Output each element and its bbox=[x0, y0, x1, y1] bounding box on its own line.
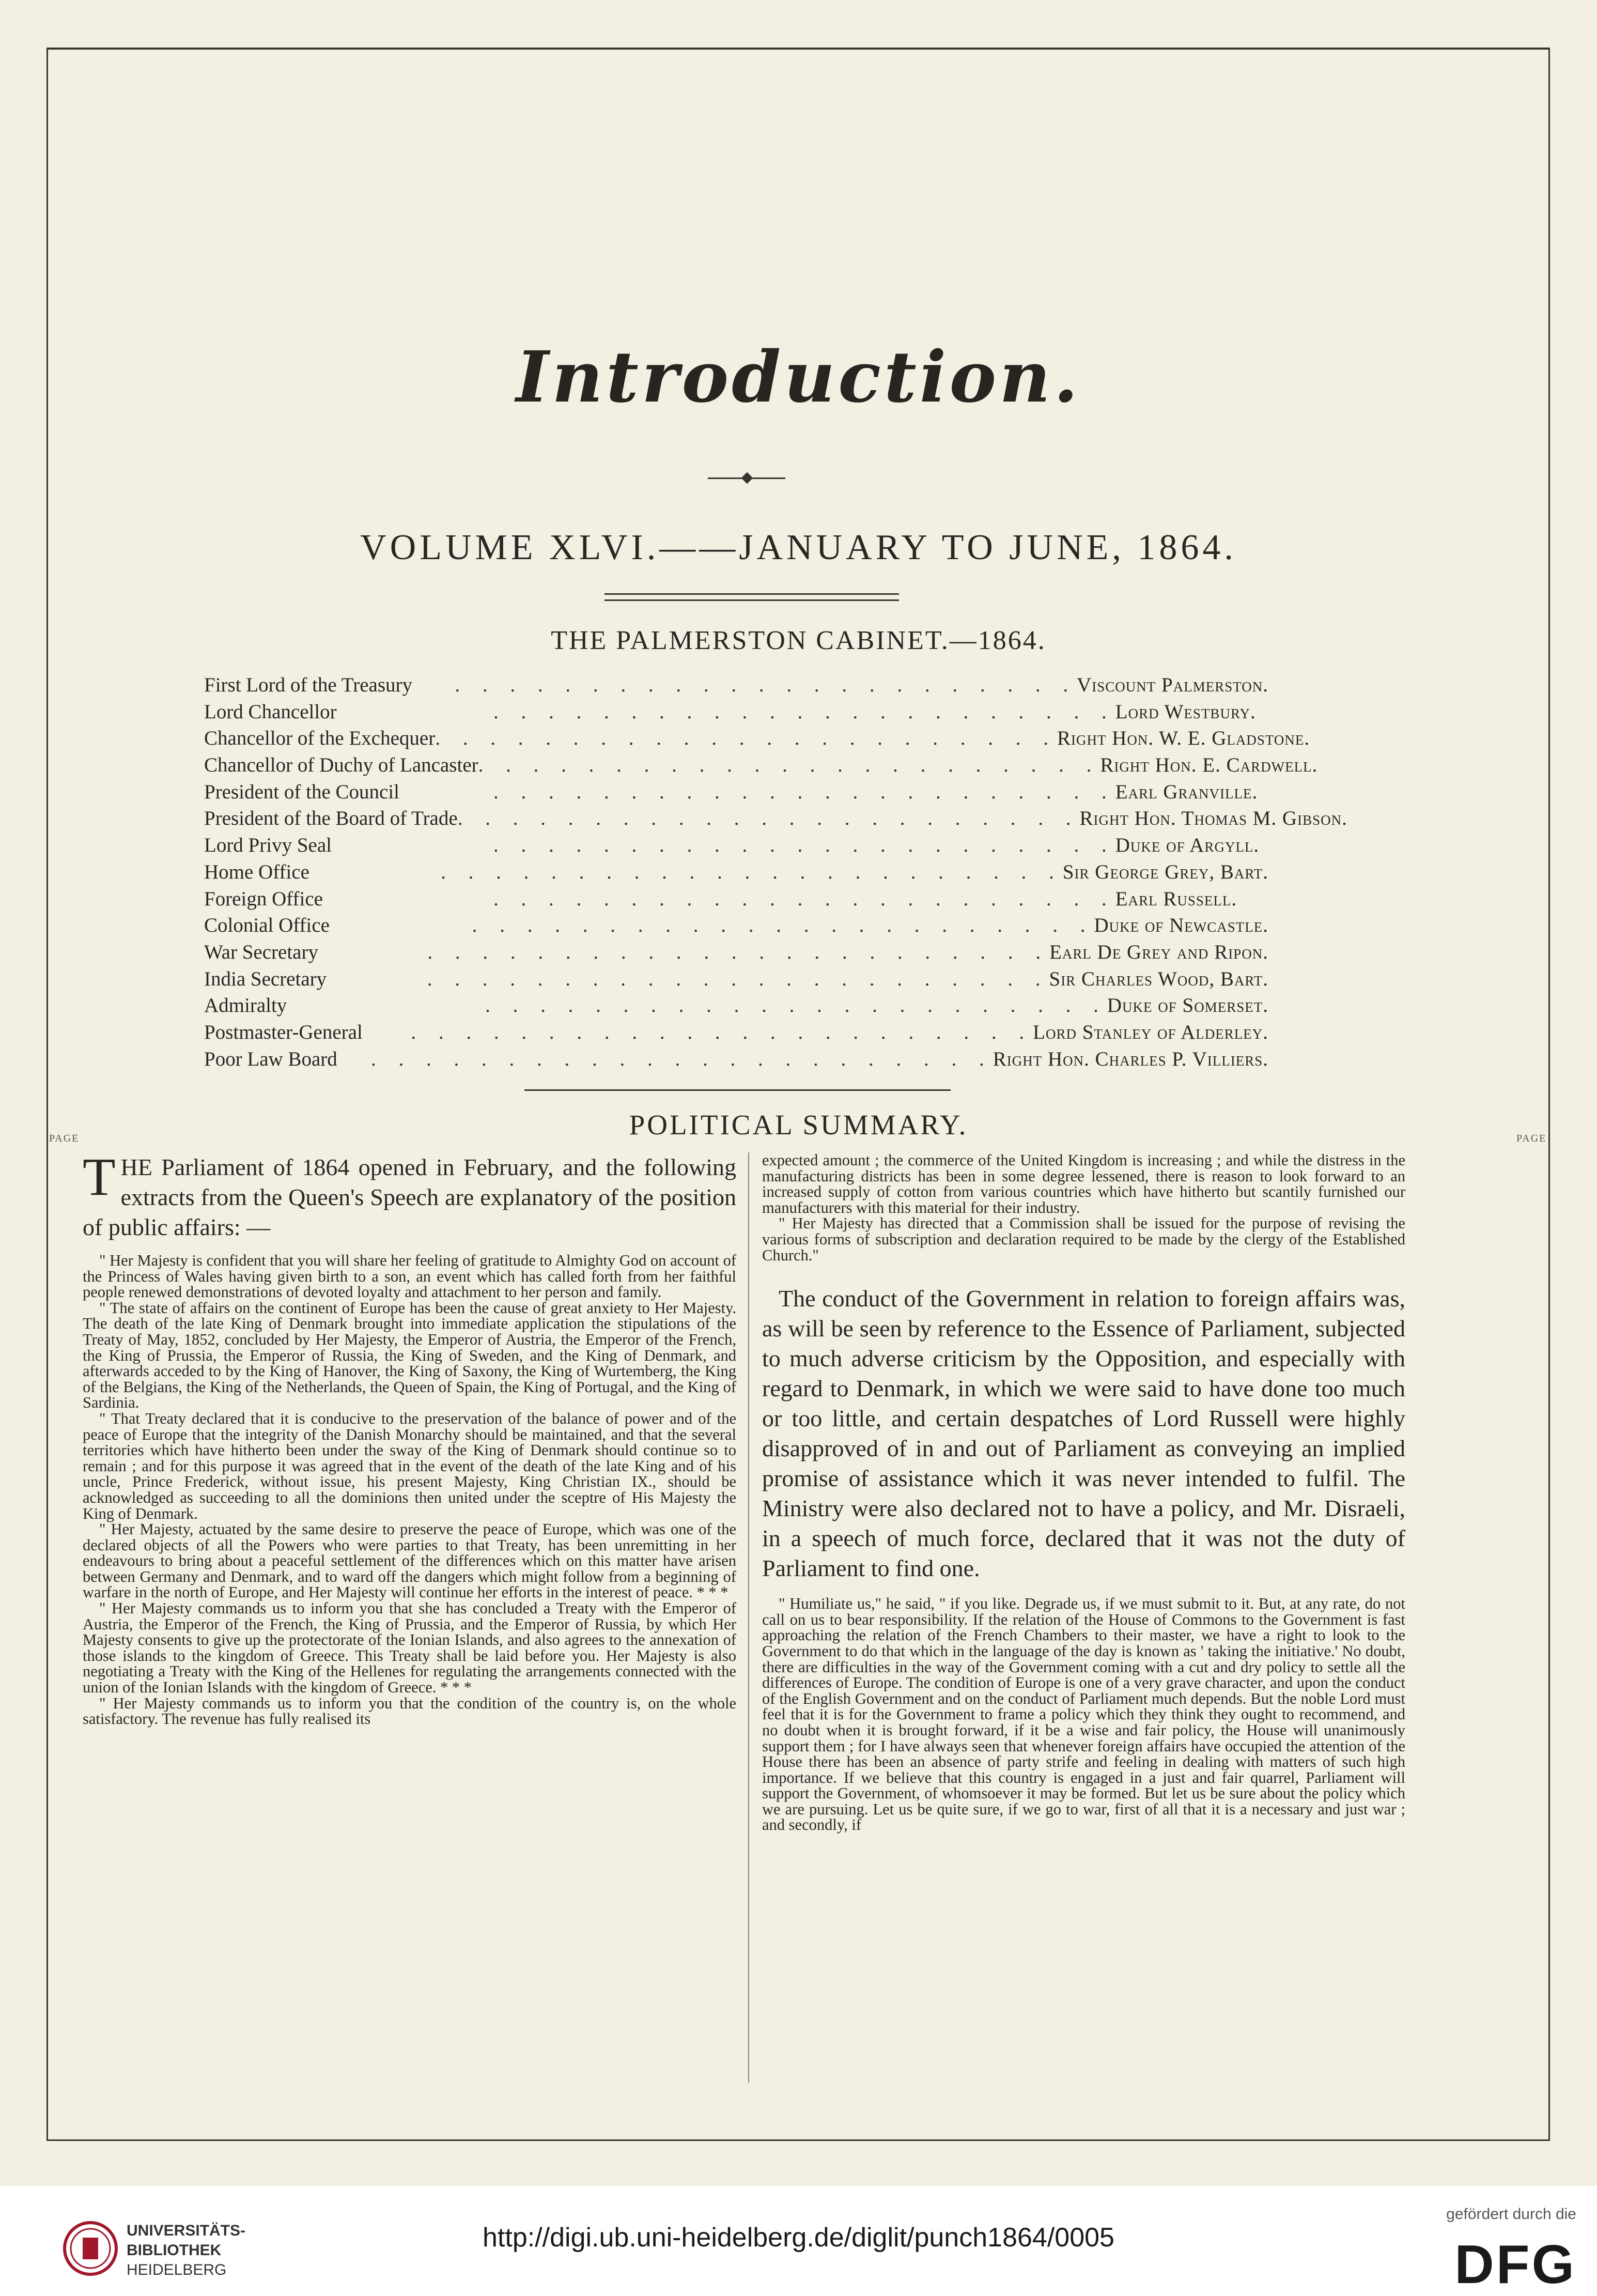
cabinet-holder: Lord Westbury. bbox=[1115, 700, 1256, 723]
cabinet-row bbox=[204, 914, 1268, 941]
leader-dots: . . . . . . . . . . . . . . . . . . . . . . . bbox=[435, 727, 1057, 750]
body-paragraph: The conduct of the Government in relation to foreign affairs was, as will be seen by reference to the Essence of Parliament, subjected to much adverse criticism by the Opposition, and especially with regard to Denmark, in which we were said to have done too much or too little, and certain despatches of Lord Russell were highly disapproved of in and out of Parliament as conveying an implied promise of assistance which it was never intended to fulfil. The Ministry were also declared not to have a policy, and Mr. Disraeli, in a speech of much force, declared that it was not the duty of Parliament to find one. bbox=[762, 1285, 1405, 1582]
cabinet-office: Chancellor of Duchy of Lancaster bbox=[204, 754, 478, 777]
leader-dots: . . . . . . . . . . . . . . . . . . . . . . . bbox=[457, 807, 1080, 830]
cabinet-holder: Earl Russell. bbox=[1115, 887, 1237, 910]
cabinet-row bbox=[204, 700, 1268, 727]
speech-continuation bbox=[762, 1152, 1405, 1263]
source-url-link[interactable]: http://digi.ub.uni-heidelberg.de/diglit/punch1864/0005 bbox=[483, 2223, 1114, 2253]
leader-dots: . . . . . . . . . . . . . . . . . . . . . . . bbox=[493, 780, 1115, 803]
sponsor-text: gefördert durch die bbox=[1446, 2206, 1576, 2223]
frame-bottom-rule bbox=[46, 2139, 1550, 2141]
cabinet-holder: Sir George Grey, Bart. bbox=[1062, 860, 1268, 883]
cabinet-holder: Right Hon. Charles P. Villiers. bbox=[993, 1047, 1268, 1070]
speech-paragraph: expected amount ; the commerce of the United Kingdom is increasing ; and while the distress in the manufacturing districts has been in some degree lessened, there is reason to look forward to an increased supply of cotton from various countries which have hitherto but scantily furnished our manufacturers with this material for their industry. bbox=[762, 1151, 1405, 1216]
speech-paragraph: " Her Majesty has directed that a Commission shall be issued for the purpose of revising the various forms of subscription and declaration required to be made by the clergy of the Established Church." bbox=[762, 1214, 1405, 1264]
cabinet-list bbox=[204, 673, 1347, 1074]
leader-dots: . . . . . . . . . . . . . . . . . . . . . . . bbox=[427, 967, 1049, 990]
cabinet-office: Home Office bbox=[204, 860, 309, 883]
cabinet-holder: Right Hon. E. Cardwell. bbox=[1100, 754, 1318, 777]
leader-dots: . . . . . . . . . . . . . . . . . . . . . . . bbox=[485, 994, 1107, 1017]
cabinet-row bbox=[204, 727, 1310, 753]
speech-paragraph: " The state of affairs on the continent of Europe has been the cause of great anxiety to Her Majesty. The death of the late King of Denmark brought into immediate application the stipulations of the Treaty of May, 1852, concluded by Her Majesty, the Emperor of Austria, the Emperor of the French, the King of Prussia, the Emperor of Russia, the King of Sweden, and the King of Denmark, and afterwards acceded to by the King of Hanover, the King of Saxony, the King of Wurtemberg, the King of the Belgians, the King of the Netherlands, the Queen of Spain, the King of Portugal, and the King of Sardinia. bbox=[83, 1299, 736, 1412]
cabinet-row bbox=[204, 941, 1268, 967]
intro-paragraph bbox=[83, 1147, 736, 1242]
cabinet-row bbox=[204, 1047, 1268, 1074]
cabinet-row bbox=[204, 753, 1318, 780]
frame-top-rule bbox=[46, 48, 1550, 50]
leader-dots: . . . . . . . . . . . . . . . . . . . . . . . bbox=[371, 1047, 993, 1070]
cabinet-row bbox=[204, 860, 1268, 887]
leader-dots: . . . . . . . . . . . . . . . . . . . . . . . bbox=[455, 674, 1077, 696]
cabinet-row bbox=[204, 967, 1268, 994]
cabinet-office: War Secretary bbox=[204, 941, 318, 963]
political-summary-heading: POLITICAL SUMMARY. bbox=[629, 1109, 968, 1141]
cabinet-office: Postmaster-General bbox=[204, 1021, 363, 1043]
cabinet-office: First Lord of the Treasury bbox=[204, 674, 412, 696]
cabinet-office: Chancellor of the Exchequer bbox=[204, 727, 436, 750]
cabinet-row bbox=[204, 673, 1268, 700]
cabinet-holder: Earl Granville. bbox=[1115, 780, 1258, 803]
cabinet-holder: Earl De Grey and Ripon. bbox=[1049, 941, 1268, 963]
double-rule-bottom bbox=[604, 599, 899, 601]
cabinet-holder: Lord Stanley of Alderley. bbox=[1033, 1021, 1268, 1043]
cabinet-row bbox=[204, 807, 1347, 834]
dfg-logo: DFG bbox=[1454, 2234, 1576, 2295]
page-label-right: PAGE bbox=[1516, 1133, 1547, 1144]
cabinet-row bbox=[204, 834, 1268, 860]
leader-dots: . . . . . . . . . . . . . . . . . . . . . . . bbox=[478, 754, 1100, 777]
cabinet-office: Admiralty bbox=[204, 994, 287, 1017]
speech-paragraph: " Her Majesty, actuated by the same desire to preserve the peace of Europe, which was one of the declared objects of all the Powers who were parties to that Treaty, has been unremitting in her endeavours to bring about a peaceful settlement of the differences which on this matter have arisen between Germany and Denmark, and to ward off the dangers which might follow from a beginning of warfare in the north of Europe, and Her Majesty will continue her efforts in the interest of peace. * * * bbox=[83, 1520, 736, 1601]
left-column bbox=[83, 1147, 736, 1728]
leader-dots: . . . . . . . . . . . . . . . . . . . . . . . bbox=[493, 887, 1115, 910]
volume-heading: VOLUME XLVI.——JANUARY TO JUNE, 1864. bbox=[360, 528, 1237, 567]
cabinet-holder: Sir Charles Wood, Bart. bbox=[1049, 967, 1268, 990]
cabinet-office: Foreign Office bbox=[204, 887, 323, 910]
drop-cap: T bbox=[83, 1147, 116, 1207]
section-divider bbox=[524, 1089, 951, 1091]
speech-paragraph: " Her Majesty commands us to inform you that she has concluded a Treaty with the Emperor of Austria, the Emperor of the French, the King of Prussia, and the Emperor of Russia, by which Her Majesty consents to give up the protectorate of the Ionian Islands, and also agrees to the annexation of those islands to the kingdom of Greece. This Treaty shall be laid before you. Her Majesty is also negotiating a Treaty with the King of the Hellenes for regulating the arrangements connected with the union of the Ionian Islands with the kingdom of Greece. * * * bbox=[83, 1599, 736, 1697]
leader-dots: . . . . . . . . . . . . . . . . . . . . . . . bbox=[441, 860, 1063, 883]
cabinet-holder: Viscount Palmerston. bbox=[1077, 674, 1268, 696]
right-column bbox=[762, 1152, 1405, 1833]
cabinet-office: President of the Council bbox=[204, 780, 400, 803]
queens-speech-extract bbox=[83, 1253, 736, 1727]
page-label-left: PAGE bbox=[49, 1133, 80, 1144]
page-title: Introduction. bbox=[516, 336, 1081, 419]
speech-paragraph: " Her Majesty is confident that you will share her feeling of gratitude to Almighty God on account of the Princess of Wales having given birth to a son, an event which has called forth from her faithful people renewed demonstrations of devoted loyalty and attachment to her person and family. bbox=[83, 1252, 736, 1301]
cabinet-office: Poor Law Board bbox=[204, 1047, 337, 1070]
cabinet-office: President of the Board of Trade bbox=[204, 807, 458, 830]
cabinet-heading: THE PALMERSTON CABINET.—1864. bbox=[551, 626, 1046, 655]
leader-dots: . . . . . . . . . . . . . . . . . . . . . . . bbox=[427, 941, 1050, 963]
speech-paragraph: " Her Majesty commands us to inform you that the condition of the country is, on the whole satisfactory. The revenue has fully realised its bbox=[83, 1694, 736, 1728]
leader-dots: . . . . . . . . . . . . . . . . . . . . . . . bbox=[411, 1021, 1033, 1043]
cabinet-row bbox=[204, 780, 1268, 807]
library-line: HEIDELBERG bbox=[127, 2261, 227, 2278]
cabinet-office: India Secretary bbox=[204, 967, 327, 990]
cabinet-row bbox=[204, 1021, 1268, 1047]
disraeli-quote bbox=[762, 1596, 1405, 1833]
cabinet-holder: Duke of Somerset. bbox=[1107, 994, 1268, 1017]
intro-text: HE Parliament of 1864 opened in February, and the following extracts from the Queen's Speech are explanatory of the position of public affairs: — bbox=[83, 1154, 736, 1240]
cabinet-holder: Right Hon. W. E. Gladstone. bbox=[1057, 727, 1310, 750]
cabinet-row bbox=[204, 994, 1268, 1021]
speech-paragraph: " That Treaty declared that it is conducive to the preservation of the balance of power and of the peace of Europe that the integrity of the Danish Monarchy should be maintained, and that the several territories which have hitherto been under the sway of the King of Denmark should continue so to remain ; and for this purpose it was agreed that in the event of the death of the late King and of his uncle, Prince Frederick, without issue, his present Majesty, King Christian IX., should be acknowledged as succeeding to all the dominions then united under the sceptre of His Majesty the King of Denmark. bbox=[83, 1409, 736, 1522]
library-line: BIBLIOTHEK bbox=[127, 2242, 222, 2259]
cabinet-holder: Duke of Newcastle. bbox=[1094, 914, 1268, 937]
cabinet-office: Colonial Office bbox=[204, 914, 330, 937]
double-rule-top bbox=[604, 593, 899, 595]
quote-paragraph: " Humiliate us," he said, " if you like. Degrade us, if we must submit to it. But, at any rate, do not call on us to bear responsibility. If the relation of the House of Commons to the Government is fast approaching the relation of the French Chambers to their master, we have a right to look to the Government to do that which in the language of the day is known as ' taking the initiative.' No doubt, there are difficulties in the way of the Government coming with a cut and dry policy to settle all the differences of Europe. The condition of Europe is one of a very grave character, and upon the conduct of the English Government and on the conduct of Parliament much depends. But the noble Lord must feel that it is for the Government to frame a policy which they think they ought to recommend, and no doubt when it is brought forward, if it be a wise and fair policy, the House will unanimously support them ; for I have always seen that whenever foreign affairs have occupied the attention of the House there has been an absence of party strife and feeling in dealing with matters of such high importance. If we believe that this country is engaged in a just and fair quarrel, Parliament will support the Government, of whomsoever it may be formed. But let us be sure about the policy which we are pursuing. Let us be quite sure, if we go to war, first of all that it is a necessary and just war ; and secondly, if bbox=[762, 1595, 1405, 1834]
leader-dots: . . . . . . . . . . . . . . . . . . . . . . . bbox=[472, 914, 1094, 937]
cabinet-office: Lord Privy Seal bbox=[204, 834, 332, 857]
cabinet-office: Lord Chancellor bbox=[204, 700, 337, 723]
cabinet-holder: Duke of Argyll. bbox=[1115, 834, 1260, 857]
leader-dots: . . . . . . . . . . . . . . . . . . . . . . . bbox=[493, 834, 1115, 857]
column-separator bbox=[748, 1152, 749, 2083]
library-line: UNIVERSITÄTS- bbox=[127, 2222, 246, 2239]
leader-dots: . . . . . . . . . . . . . . . . . . . . . . . bbox=[493, 700, 1115, 723]
cabinet-holder: Right Hon. Thomas M. Gibson. bbox=[1079, 807, 1347, 830]
cabinet-row bbox=[204, 887, 1268, 914]
